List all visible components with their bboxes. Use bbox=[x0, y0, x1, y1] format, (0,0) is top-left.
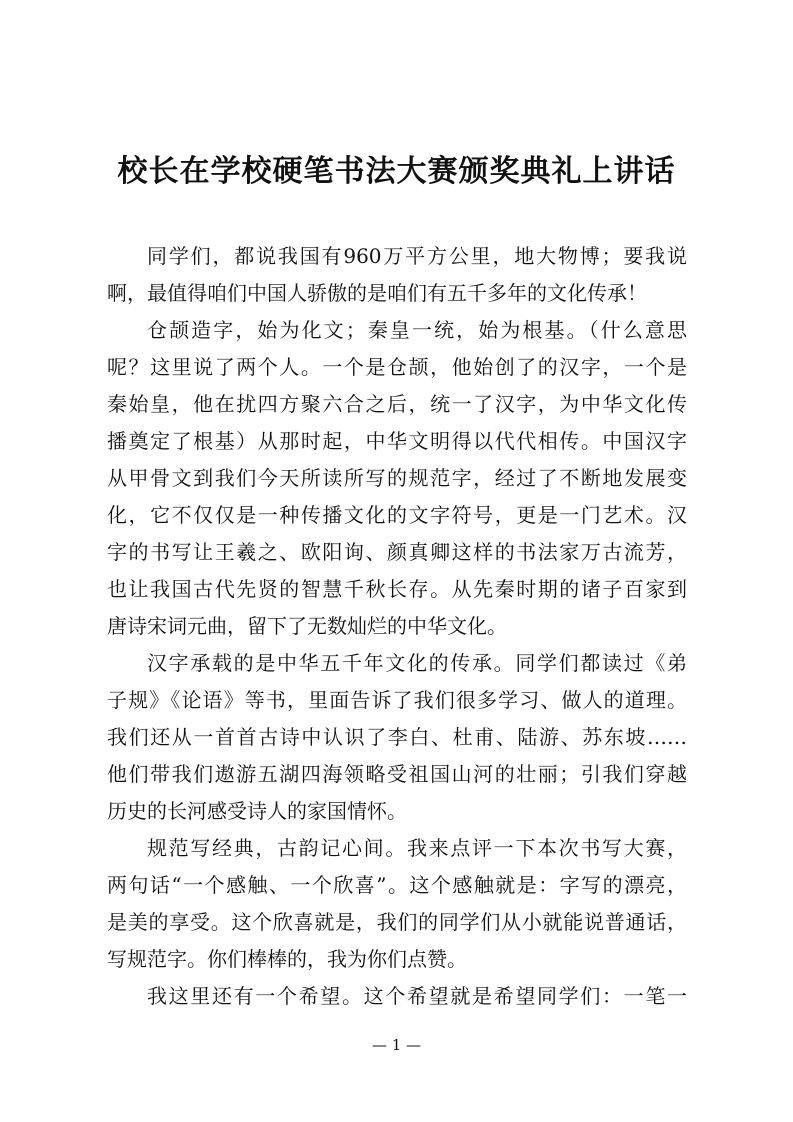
text-line: 化，它不仅仅是一种传播文化的文字符号，更是一门艺术。汉 bbox=[107, 503, 687, 527]
text-line: 写规范字。你们棒棒的，我为你们点赞。 bbox=[107, 947, 467, 971]
text-line: 播奠定了根基）从那时起，中华文明得以代代相传。中国汉字 bbox=[107, 429, 687, 453]
document-title: 校长在学校硬笔书法大赛颁奖典礼上讲话 bbox=[117, 154, 676, 189]
page-number: — 1 — bbox=[371, 1036, 422, 1054]
text-line: 秦始皇，他在扰四方聚六合之后，统一了汉字，为中华文化传 bbox=[107, 392, 687, 416]
text-line: 子规》《论语》等书，里面告诉了我们很多学习、做人的道理。 bbox=[107, 688, 687, 712]
text-line: 两句话“一个感触、一个欣喜”。这个感触就是：字写的漂亮， bbox=[107, 873, 687, 897]
paragraph bbox=[107, 312, 687, 645]
document-body bbox=[107, 238, 687, 1015]
text-line: 我这里还有一个希望。这个希望就是希望同学们：一笔一 bbox=[147, 984, 687, 1008]
text-line: 字的书写让王羲之、欧阳询、颜真卿这样的书法家万古流芳， bbox=[107, 540, 687, 564]
paragraph bbox=[107, 830, 687, 978]
text-line: 呢？这里说了两个人。一个是仓颉，他始创了的汉字，一个是 bbox=[107, 355, 687, 379]
paragraph bbox=[107, 238, 687, 312]
text-line: 啊，最值得咱们中国人骄傲的是咱们有五千多年的文化传承！ bbox=[107, 281, 647, 305]
text-line: 同学们，都说我国有960万平方公里，地大物博；要我说 bbox=[147, 244, 687, 268]
text-line: 是美的享受。这个欣喜就是，我们的同学们从小就能说普通话， bbox=[107, 910, 687, 934]
paragraph bbox=[107, 978, 687, 1015]
text-line: 汉字承载的是中华五千年文化的传承。同学们都读过《弟 bbox=[147, 651, 687, 675]
text-line: 规范写经典，古韵记心间。我来点评一下本次书写大赛， bbox=[147, 836, 687, 860]
text-line: 仓颉造字，始为化文；秦皇一统，始为根基。（什么意思 bbox=[147, 318, 687, 342]
text-line: 从甲骨文到我们今天所读所写的规范字，经过了不断地发展变 bbox=[107, 466, 687, 490]
text-line: 历史的长河感受诗人的家国情怀。 bbox=[107, 799, 407, 823]
text-line: 也让我国古代先贤的智慧千秋长存。从先秦时期的诸子百家到 bbox=[107, 577, 687, 601]
text-line: 他们带我们遨游五湖四海领略受祖国山河的壮丽；引我们穿越 bbox=[107, 762, 687, 786]
text-line: 我们还从一首首古诗中认识了李白、杜甫、陆游、苏东坡…… bbox=[107, 725, 687, 749]
text-line: 唐诗宋词元曲，留下了无数灿烂的中华文化。 bbox=[107, 614, 507, 638]
paragraph bbox=[107, 645, 687, 830]
